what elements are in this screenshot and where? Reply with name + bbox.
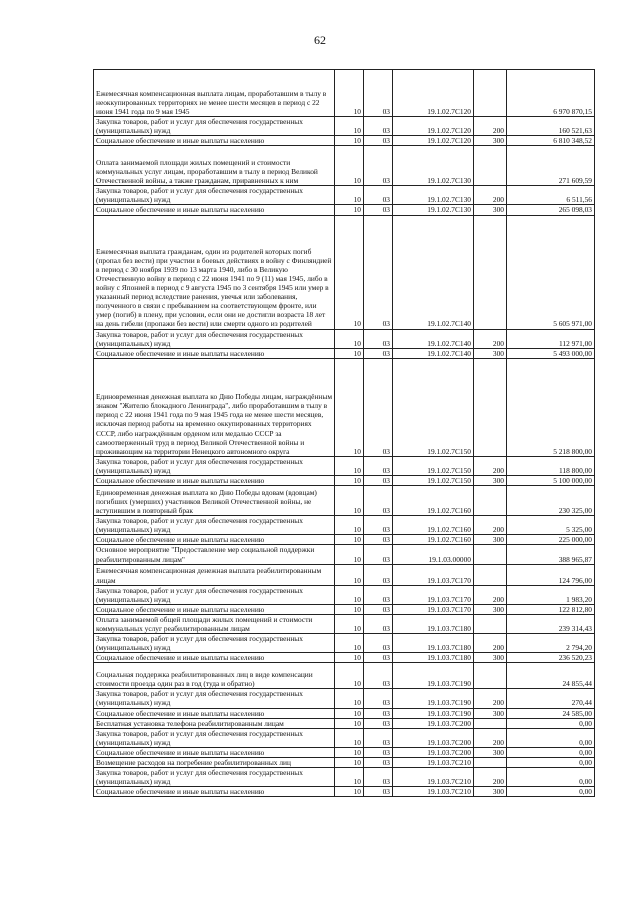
amount-cell: 265 098,03 (507, 205, 595, 215)
table-row (94, 358, 595, 456)
subsection-code-cell: 03 (364, 787, 393, 797)
subsection-code-cell: 03 (364, 146, 393, 186)
row-name-cell: Социальное обеспечение и иные выплаты населению (94, 708, 335, 718)
expense-type-cell: 300 (474, 205, 507, 215)
section-code-cell: 10 (335, 205, 364, 215)
subsection-code-cell: 03 (364, 516, 393, 535)
target-article-cell: 19.1.02.7С140 (393, 215, 474, 329)
table-row (94, 486, 595, 516)
subsection-code-cell: 03 (364, 456, 393, 475)
section-code-cell: 10 (335, 653, 364, 663)
subsection-code-cell: 03 (364, 768, 393, 787)
subsection-code-cell: 03 (364, 653, 393, 663)
table-row (94, 614, 595, 633)
row-name-cell: Закупка товаров, работ и услуг для обеспечения государственных (муниципальных) нужд (94, 456, 335, 475)
section-code-cell: 10 (335, 787, 364, 797)
table-row (94, 329, 595, 348)
row-name-cell: Бесплатная установка телефона реабилитированным лицам (94, 718, 335, 728)
row-name-cell: Закупка товаров, работ и услуг для обеспечения государственных (муниципальных) нужд (94, 186, 335, 205)
section-code-cell: 10 (335, 456, 364, 475)
section-code-cell: 10 (335, 604, 364, 614)
subsection-code-cell: 03 (364, 689, 393, 708)
amount-cell: 388 965,87 (507, 545, 595, 564)
expense-type-cell: 300 (474, 604, 507, 614)
amount-cell: 5 218 800,00 (507, 358, 595, 456)
target-article-cell: 19.1.02.7С130 (393, 146, 474, 186)
expense-type-cell: 300 (474, 708, 507, 718)
amount-cell: 112 971,00 (507, 329, 595, 348)
subsection-code-cell: 03 (364, 70, 393, 117)
subsection-code-cell: 03 (364, 634, 393, 653)
section-code-cell: 10 (335, 708, 364, 718)
expense-type-cell: 200 (474, 186, 507, 205)
expense-type-cell (474, 564, 507, 585)
target-article-cell: 19.1.03.7С210 (393, 787, 474, 797)
section-code-cell: 10 (335, 768, 364, 787)
subsection-code-cell: 03 (364, 535, 393, 545)
section-code-cell: 10 (335, 585, 364, 604)
target-article-cell: 19.1.03.7С200 (393, 747, 474, 757)
table-row (94, 787, 595, 797)
amount-cell: 271 609,59 (507, 146, 595, 186)
table-row (94, 758, 595, 768)
table-row (94, 348, 595, 358)
row-name-cell: Закупка товаров, работ и услуг для обеспечения государственных (муниципальных) нужд (94, 516, 335, 535)
expense-type-cell (474, 758, 507, 768)
table-row (94, 663, 595, 689)
row-name-cell: Социальное обеспечение и иные выплаты населению (94, 476, 335, 486)
section-code-cell: 10 (335, 718, 364, 728)
target-article-cell: 19.1.02.7С140 (393, 348, 474, 358)
row-name-cell: Единовременная денежная выплата ко Дню Победы вдовам (вдовцам) погибших (умерших) участников Великой Отечественной войны, не вступившим в повторный брак (94, 486, 335, 516)
row-name-cell: Закупка товаров, работ и услуг для обеспечения государственных (муниципальных) нужд (94, 585, 335, 604)
row-name-cell: Социальное обеспечение и иные выплаты населению (94, 604, 335, 614)
target-article-cell: 19.1.03.7С180 (393, 614, 474, 633)
subsection-code-cell: 03 (364, 718, 393, 728)
table-row (94, 205, 595, 215)
expense-type-cell: 200 (474, 768, 507, 787)
row-name-cell: Социальное обеспечение и иные выплаты населению (94, 787, 335, 797)
amount-cell: 0,00 (507, 747, 595, 757)
target-article-cell: 19.1.03.7С180 (393, 634, 474, 653)
table-row (94, 634, 595, 653)
target-article-cell: 19.1.02.7С150 (393, 358, 474, 456)
subsection-code-cell: 03 (364, 476, 393, 486)
subsection-code-cell: 03 (364, 585, 393, 604)
target-article-cell: 19.1.02.7С160 (393, 516, 474, 535)
amount-cell: 6 810 348,52 (507, 136, 595, 146)
table-row (94, 215, 595, 329)
amount-cell: 5 100 000,00 (507, 476, 595, 486)
section-code-cell: 10 (335, 329, 364, 348)
budget-table (93, 69, 595, 797)
expense-type-cell: 200 (474, 117, 507, 136)
expense-type-cell: 300 (474, 476, 507, 486)
section-code-cell: 10 (335, 136, 364, 146)
expense-type-cell: 300 (474, 787, 507, 797)
section-code-cell: 10 (335, 146, 364, 186)
target-article-cell: 19.1.03.7С170 (393, 564, 474, 585)
section-code-cell: 10 (335, 728, 364, 747)
target-article-cell: 19.1.02.7С160 (393, 486, 474, 516)
amount-cell: 0,00 (507, 728, 595, 747)
section-code-cell: 10 (335, 215, 364, 329)
section-code-cell: 10 (335, 70, 364, 117)
target-article-cell: 19.1.03.7С210 (393, 768, 474, 787)
subsection-code-cell: 03 (364, 728, 393, 747)
section-code-cell: 10 (335, 634, 364, 653)
target-article-cell: 19.1.02.7С150 (393, 476, 474, 486)
table-row (94, 585, 595, 604)
target-article-cell: 19.1.03.7С190 (393, 708, 474, 718)
expense-type-cell: 300 (474, 535, 507, 545)
expense-type-cell (474, 486, 507, 516)
section-code-cell: 10 (335, 117, 364, 136)
target-article-cell: 19.1.03.7С170 (393, 585, 474, 604)
row-name-cell: Единовременная денежная выплата ко Дню Победы лицам, награждённым знаком "Жителю блокадного Ленинграда", либо проработавшим в тылу в период с 22 июня 1941 года по 9 мая 1945 года не менее шести месяцев, исключая период работы на временно оккупированных территориях СССР, либо награждённым орденом или медалью СССР за самоотверженный труд в период Великой Отечественной войны и проживающим на территории Ненецкого автономного округа (94, 358, 335, 456)
row-name-cell: Социальное обеспечение и иные выплаты населению (94, 348, 335, 358)
row-name-cell: Оплата занимаемой площади жилых помещений и стоимости коммунальных услуг лицам, проработавшим в тылу в период Великой Отечественной войны, а также гражданам, приравненных к ним (94, 146, 335, 186)
section-code-cell: 10 (335, 663, 364, 689)
target-article-cell: 19.1.03.7С190 (393, 663, 474, 689)
subsection-code-cell: 03 (364, 358, 393, 456)
subsection-code-cell: 03 (364, 604, 393, 614)
table-row (94, 564, 595, 585)
row-name-cell: Закупка товаров, работ и услуг для обеспечения государственных (муниципальных) нужд (94, 329, 335, 348)
expense-type-cell (474, 70, 507, 117)
target-article-cell: 19.1.03.7С180 (393, 653, 474, 663)
section-code-cell: 10 (335, 516, 364, 535)
target-article-cell: 19.1.03.7С210 (393, 758, 474, 768)
row-name-cell: Возмещение расходов на погребение реабилитированных лиц (94, 758, 335, 768)
amount-cell: 6 511,56 (507, 186, 595, 205)
target-article-cell: 19.1.03.7С200 (393, 718, 474, 728)
section-code-cell: 10 (335, 564, 364, 585)
subsection-code-cell: 03 (364, 136, 393, 146)
table-row (94, 689, 595, 708)
row-name-cell: Социальное обеспечение и иные выплаты населению (94, 535, 335, 545)
expense-type-cell (474, 146, 507, 186)
expense-type-cell (474, 545, 507, 564)
table-row (94, 136, 595, 146)
section-code-cell: 10 (335, 545, 364, 564)
row-name-cell: Закупка товаров, работ и услуг для обеспечения государственных (муниципальных) нужд (94, 117, 335, 136)
amount-cell: 230 325,00 (507, 486, 595, 516)
amount-cell: 236 520,23 (507, 653, 595, 663)
expense-type-cell (474, 215, 507, 329)
target-article-cell: 19.1.02.7С140 (393, 329, 474, 348)
amount-cell: 225 000,00 (507, 535, 595, 545)
subsection-code-cell: 03 (364, 545, 393, 564)
table-row (94, 186, 595, 205)
page-number: 62 (314, 33, 326, 47)
target-article-cell: 19.1.03.7С190 (393, 689, 474, 708)
amount-cell: 5 605 971,00 (507, 215, 595, 329)
row-name-cell: Оплата занимаемой общей площади жилых помещений и стоимости коммунальных услуг реабилитированным лицам (94, 614, 335, 633)
amount-cell: 2 794,20 (507, 634, 595, 653)
expense-type-cell (474, 663, 507, 689)
table-row (94, 535, 595, 545)
amount-cell: 1 983,20 (507, 585, 595, 604)
amount-cell: 124 796,00 (507, 564, 595, 585)
expense-type-cell: 300 (474, 653, 507, 663)
expense-type-cell (474, 718, 507, 728)
expense-type-cell: 300 (474, 348, 507, 358)
target-article-cell: 19.1.02.7С160 (393, 535, 474, 545)
amount-cell: 5 325,00 (507, 516, 595, 535)
row-name-cell: Основное мероприятие "Предоставление мер социальной поддержки реабилитированным лицам" (94, 545, 335, 564)
table-row (94, 747, 595, 757)
expense-type-cell: 300 (474, 747, 507, 757)
subsection-code-cell: 03 (364, 205, 393, 215)
target-article-cell: 19.1.03.7С170 (393, 604, 474, 614)
expense-type-cell: 200 (474, 728, 507, 747)
table-row (94, 768, 595, 787)
amount-cell: 270,44 (507, 689, 595, 708)
target-article-cell: 19.1.02.7С150 (393, 456, 474, 475)
row-name-cell: Закупка товаров, работ и услуг для обеспечения государственных (муниципальных) нужд (94, 634, 335, 653)
target-article-cell: 19.1.02.7С120 (393, 70, 474, 117)
subsection-code-cell: 03 (364, 614, 393, 633)
section-code-cell: 10 (335, 348, 364, 358)
row-name-cell: Социальное обеспечение и иные выплаты населению (94, 653, 335, 663)
target-article-cell: 19.1.02.7С120 (393, 117, 474, 136)
expense-type-cell: 200 (474, 329, 507, 348)
budget-table-body (94, 70, 595, 797)
row-name-cell: Ежемесячная выплата гражданам, один из родителей которых погиб (пропал без вести) при участии в боевых действиях в войну с Финляндией в период с 30 ноября 1939 по 13 марта 1940, либо в Великую Отечественную войну в период с 22 июня 1941 по 9 (11) мая 1945, либо в войну с Японией в период с 9 августа 1945 по 3 сентября 1945 или умер в указанный период вследствие ранения, увечья или заболевания, полученного в связи с пребыванием на соответствующем фронте, или умер (погиб) в плену, при условии, если они не достигли возраста 18 лет на день гибели (пропажи без вести) или смерти одного из родителей (94, 215, 335, 329)
subsection-code-cell: 03 (364, 117, 393, 136)
amount-cell: 5 493 000,00 (507, 348, 595, 358)
amount-cell: 122 812,80 (507, 604, 595, 614)
target-article-cell: 19.1.03.00000 (393, 545, 474, 564)
row-name-cell: Социальное обеспечение и иные выплаты населению (94, 747, 335, 757)
table-row (94, 146, 595, 186)
target-article-cell: 19.1.03.7С200 (393, 728, 474, 747)
subsection-code-cell: 03 (364, 564, 393, 585)
expense-type-cell (474, 614, 507, 633)
row-name-cell: Социальная поддержка реабилитированных лиц в виде компенсации стоимости проезда один раз в год (туда и обратно) (94, 663, 335, 689)
section-code-cell: 10 (335, 486, 364, 516)
section-code-cell: 10 (335, 614, 364, 633)
subsection-code-cell: 03 (364, 215, 393, 329)
subsection-code-cell: 03 (364, 486, 393, 516)
subsection-code-cell: 03 (364, 758, 393, 768)
amount-cell: 0,00 (507, 768, 595, 787)
expense-type-cell (474, 358, 507, 456)
expense-type-cell: 200 (474, 456, 507, 475)
section-code-cell: 10 (335, 758, 364, 768)
subsection-code-cell: 03 (364, 348, 393, 358)
amount-cell: 0,00 (507, 718, 595, 728)
table-row (94, 653, 595, 663)
table-row (94, 604, 595, 614)
amount-cell: 24 855,44 (507, 663, 595, 689)
expense-type-cell: 200 (474, 689, 507, 708)
subsection-code-cell: 03 (364, 747, 393, 757)
subsection-code-cell: 03 (364, 329, 393, 348)
table-row (94, 728, 595, 747)
section-code-cell: 10 (335, 186, 364, 205)
subsection-code-cell: 03 (364, 663, 393, 689)
row-name-cell: Социальное обеспечение и иные выплаты населению (94, 205, 335, 215)
row-name-cell: Закупка товаров, работ и услуг для обеспечения государственных (муниципальных) нужд (94, 689, 335, 708)
table-row (94, 708, 595, 718)
section-code-cell: 10 (335, 358, 364, 456)
section-code-cell: 10 (335, 689, 364, 708)
target-article-cell: 19.1.02.7С130 (393, 186, 474, 205)
section-code-cell: 10 (335, 747, 364, 757)
target-article-cell: 19.1.02.7С120 (393, 136, 474, 146)
section-code-cell: 10 (335, 476, 364, 486)
amount-cell: 239 314,43 (507, 614, 595, 633)
subsection-code-cell: 03 (364, 708, 393, 718)
table-row (94, 718, 595, 728)
row-name-cell: Закупка товаров, работ и услуг для обеспечения государственных (муниципальных) нужд (94, 728, 335, 747)
section-code-cell: 10 (335, 535, 364, 545)
expense-type-cell: 300 (474, 136, 507, 146)
table-row (94, 117, 595, 136)
expense-type-cell: 200 (474, 634, 507, 653)
table-row (94, 545, 595, 564)
table-row (94, 456, 595, 475)
row-name-cell: Ежемесячная компенсационная выплата лицам, проработавшим в тылу в неоккупированных территориях не менее шести месяцев в период с 22 июня 1941 года по 9 мая 1945 (94, 70, 335, 117)
table-row (94, 70, 595, 117)
row-name-cell: Ежемесячная компенсационная денежная выплата реабилитированным лицам (94, 564, 335, 585)
amount-cell: 160 521,63 (507, 117, 595, 136)
row-name-cell: Закупка товаров, работ и услуг для обеспечения государственных (муниципальных) нужд (94, 768, 335, 787)
amount-cell: 24 585,00 (507, 708, 595, 718)
row-name-cell: Социальное обеспечение и иные выплаты населению (94, 136, 335, 146)
table-row (94, 516, 595, 535)
expense-type-cell: 200 (474, 585, 507, 604)
amount-cell: 6 970 870,15 (507, 70, 595, 117)
subsection-code-cell: 03 (364, 186, 393, 205)
table-row (94, 476, 595, 486)
expense-type-cell: 200 (474, 516, 507, 535)
amount-cell: 0,00 (507, 758, 595, 768)
amount-cell: 0,00 (507, 787, 595, 797)
amount-cell: 118 800,00 (507, 456, 595, 475)
target-article-cell: 19.1.02.7С130 (393, 205, 474, 215)
